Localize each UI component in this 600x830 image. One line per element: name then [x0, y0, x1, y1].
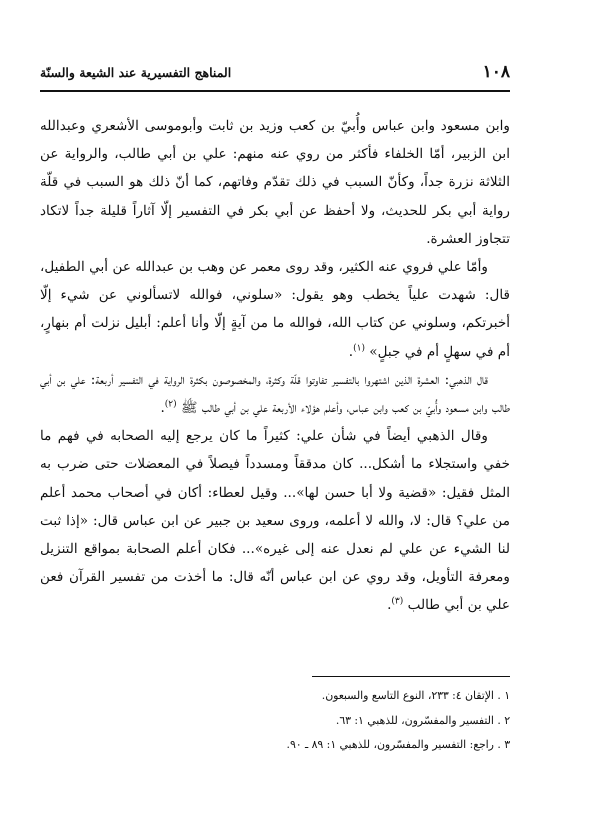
paragraph-3: قال الذهبي: العشرة الذين اشتهروا بالتفسير تفاوتوا قلّة وكثرة، والمخصوصون بكثرة الرواية في التفسير أربعة: علي بن أبي طالب وابن مسعود وأُبيّ بن كعب وابن عباس، وأعلم هؤلاء الأربعة علي بن أبي طالب ﷺ $^{(٢)}$.: [40, 371, 510, 417]
paragraph-1: وابن مسعود وابن عباس وأُبيّ بن كعب وزيد بن ثابت وأبوموسى الأشعري وعبدالله ابن الزبير، أمّا الخلفاء فأكثر من روي عنه منهم: علي بن أبي طالب، والرواية عن الثلاثة نزرة جداً، وكأنّ السبب في ذلك تقدّم وفاتهم، كما أنّ ذلك هو السبب في قلّة رواية أبي بكر للحديث، ولا أحفظ عن أبي بكر في التفسير إلّا آثاراً قليلة جداً لاتكاد تتجاوز العشرة.: [40, 118, 510, 247]
paragraph-2: وأمّا علي فروي عنه الكثير، وقد روى معمر عن وهب بن عبدالله عن أبي الطفيل، قال: شهدت علياً يخطب وهو يقول: «سلوني، فوالله لاتسألوني عن شيء إلّا أخبرتكم، وسلوني عن كتاب الله، فوالله ما من آيةٍ إلّا وأنا أعلم: أبليل نزلت أم بنهارٍ، أم في سهلٍ أم في جبلٍ» $^{(١)}$.: [40, 259, 510, 360]
footnotes: [40, 684, 510, 758]
header-divider: [40, 90, 510, 92]
page-number: ١٠٨: [482, 62, 510, 82]
page-header: [40, 60, 510, 86]
footnote-1: ١ . الإتقان ٤: ٢٣٣، النوع التاسع والسبعون.: [321, 689, 510, 702]
footnote-ref-2[interactable]: (٢): [164, 399, 177, 410]
main-text: [40, 112, 510, 620]
footnote-divider: [312, 676, 510, 677]
paragraph-2-text: وأمّا علي فروي عنه الكثير، وقد روى معمر عن وهب بن عبدالله عن أبي الطفيل، قال: شهدت علياً يخطب وهو يقول: «سلوني، فوالله لاتسألوني عن شيء إلّا أخبرتكم، وسلوني عن كتاب الله، فوالله ما من آيةٍ إلّا وأنا أعلم: أبليل نزلت أم بنهارٍ، أم في سهلٍ أم في جبلٍ»: [40, 259, 510, 360]
paragraph-4-text: وقال الذهبي أيضاً في شأن علي: كثيراً ما كان يرجع إليه الصحابه في فهم ما خفي واستجلاء ما أشكل... كان مدققاً ومسدداً فيصلاً في المعضلات حتى ضرب به المثل فقيل: «قضية ولا أبا حسن لها»... وقيل لعطاء: أكان في أصحاب محمد أعلم من علي؟ قال: لا، والله لا أعلمه، وروى سعيد بن جبير عن ابن عباس قال: «إذا ثبت لنا الشيء عن علي لم نعدل عنه إلى غيره»... فكان أعلم الصحابة بمواقع التنزيل ومعرفة التأويل، وقد روي عن ابن عباس أنّه قال: ما أخذت من تفسير القرآن فعن علي بن أبي طالب: [40, 428, 510, 614]
footnote-3: ٣ . راجع: التفسير والمفسّرون، للذهبي ١: ٨٩ ـ ٩٠.: [286, 738, 510, 751]
paragraph-4: وقال الذهبي أيضاً في شأن علي: كثيراً ما كان يرجع إليه الصحابه في فهم ما خفي واستجلاء ما أشكل... كان مدققاً ومسدداً فيصلاً في المعضلات حتى ضرب به المثل فقيل: «قضية ولا أبا حسن لها»... وقيل لعطاء: أكان في أصحاب محمد أعلم من علي؟ قال: لا، والله لا أعلمه، وروى سعيد بن جبير عن ابن عباس قال: «إذا ثبت لنا الشيء عن علي لم نعدل عنه إلى غيره»... فكان أعلم الصحابة بمواقع التنزيل ومعرفة التأويل، وقد روي عن ابن عباس أنّه قال: ما أخذت من تفسير القرآن فعن علي بن أبي طالب $^{(٣)}$.: [40, 428, 510, 614]
footnote-ref-1[interactable]: (١): [353, 343, 365, 354]
honorific-glyph: ﷺ: [180, 400, 198, 417]
footnote-ref-3[interactable]: (٣): [391, 596, 404, 607]
running-title: المناهج التفسيرية عند الشيعة والسنّة: [40, 65, 232, 80]
paragraph-3-text: قال الذهبي: العشرة الذين اشتهروا بالتفسير تفاوتوا قلّة وكثرة، والمخصوصون بكثرة الرواية في التفسير أربعة: علي بن أبي طالب وابن مسعود وأُبيّ بن كعب وابن عباس، وأعلم هؤلاء الأربعة علي بن أبي طالب: [40, 371, 510, 417]
footnote-2: ٢ . التفسير والمفسّرون، للذهبي ١: ٦٣.: [335, 713, 510, 727]
